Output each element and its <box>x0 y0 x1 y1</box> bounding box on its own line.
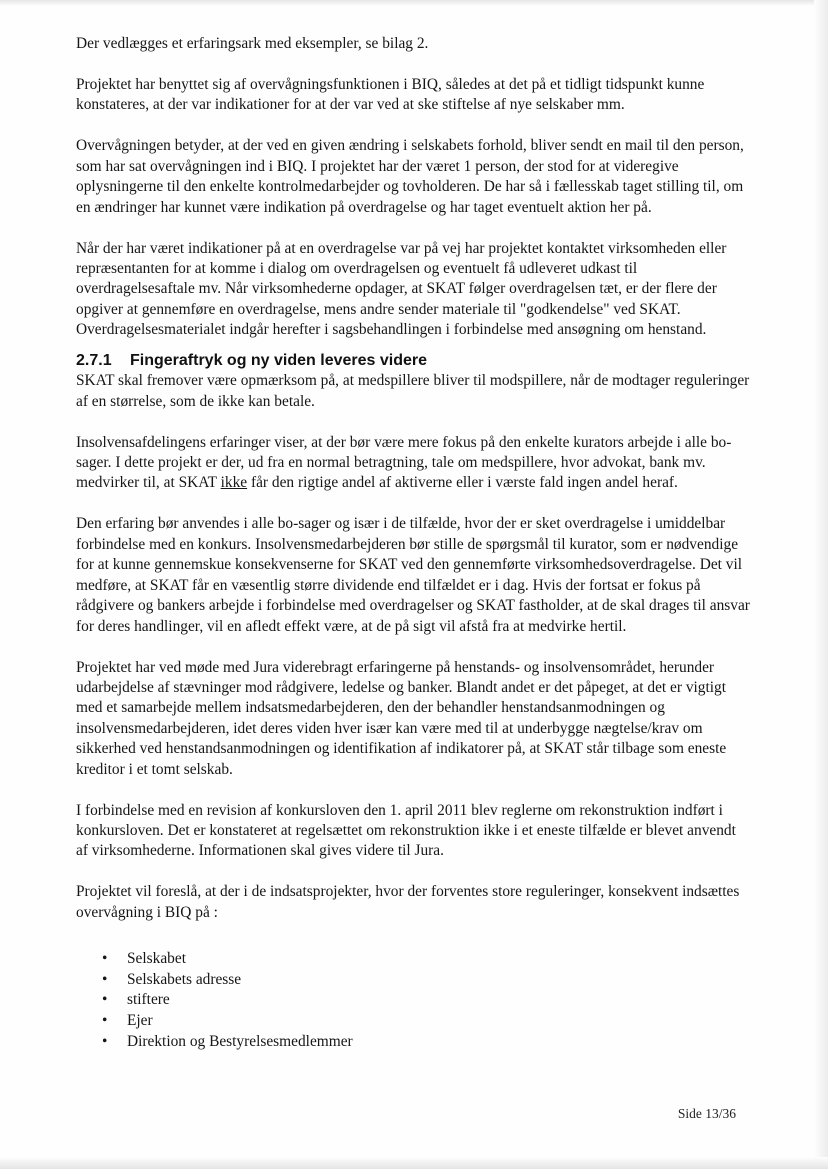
bullet-icon: • <box>102 950 108 968</box>
list-item <box>76 949 750 970</box>
paragraph-bankruptcy-act: I forbindelse med en revision af konkursloven den 1. april 2011 blev reglerne om rekonstruktion indført i konkursloven. Det er konstateret at regelsættet om rekonstruktion ikke i et eneste tilfælde er blevet anvendt af virksomhederne. Informationen skal gives videre til Jura. <box>76 801 736 860</box>
list-item-label: Direktion og Bestyrelsesmedlemmer <box>127 1032 353 1050</box>
list-item-label: stiftere <box>127 991 170 1009</box>
list-item-label: Ejer <box>127 1011 153 1029</box>
section-number: 2.7.1 <box>76 352 112 370</box>
list-item <box>76 1032 750 1053</box>
paragraph-proposal: Projektet vil foreslå, at der i de indsatsprojekter, hvor der forventes store reguleringer, konsekvent indsættes overvågning i BIQ på : <box>76 883 740 921</box>
section-title: Fingeraftryk og ny viden leveres videre <box>130 352 428 370</box>
bullet-icon: • <box>102 970 108 988</box>
paragraph-transfer-indications: Når der har været indikationer på at en overdragelse var på vej har projektet kontaktet virksomheden eller repræsentanten for at komme i dialog om overdragelsen og eventuelt få udleveret udkast til overdragelsesaftale mv. Når virksomhederne opdager, at SKAT følger overdragelsen tæt, er der flere der opgiver at gennemføre en overdragelse, mens andre sender materiale til "godkendelse" ved SKAT. Overdragelsesmaterialet indgår herefter i sagsbehandlingen i forbindelse med ansøgning om henstand. <box>76 239 727 339</box>
list-item-label: Selskabets adresse <box>127 970 242 988</box>
document-body <box>76 34 750 1052</box>
list-item-label: Selskabet <box>127 950 186 968</box>
page-number: Side 13/36 <box>677 1106 736 1121</box>
list-item <box>76 970 750 991</box>
page-right-edge <box>814 0 828 1169</box>
section-heading <box>76 351 750 371</box>
monitoring-list <box>76 949 750 1052</box>
page-bottom-edge <box>0 1157 828 1169</box>
paragraph-bankruptcy-cases: Den erfaring bør anvendes i alle bo-sager og især i de tilfælde, hvor der er sket overdragelse i umiddelbar forbindelse med en konkurs. Insolvensmedarbejderen bør stille de spørgsmål til kurator, som er nødvendige for at kunne gennemskue konsekvenserne for SKAT ved den gennemførte virksomhedsoverdragelse. Det vil medføre, at SKAT får en væsentlig større dividende end tilfældet er i dag. Hvis der fortsat er fokus på rådgivere og bankers arbejde i forbindelse med overdragelser og SKAT fastholder, at de skal drages til ansvar for deres handlinger, vil en afledt effekt være, at de på sigt vil afstå fra at medvirke hertil. <box>76 515 750 635</box>
list-item <box>76 1011 750 1032</box>
paragraph-insolvency-experience <box>76 433 750 494</box>
paragraph-counterparties: SKAT skal fremover være opmærksom på, at medspillere bliver til modspillere, når de modtager reguleringer af en størrelse, som de ikke kan betale. <box>76 372 750 410</box>
bullet-icon: • <box>102 1011 108 1029</box>
paragraph-jura-meeting: Projektet har ved møde med Jura viderebragt erfaringerne på henstands- og insolvensområdet, herunder udarbejdelse af stævninger mod rådgivere, ledelse og banker. Blandt andet er det påpeget, at det er vigtigt med et samarbejde mellem indsatsmedarbejderen, den der behandler henstandsanmodningen og insolvensmedarbejderen, idet deres viden hver især kan være med til at underbygge nægtelse/krav om sikkerhed ved henstandsanmodningen og identifikation af indikatorer på, at SKAT står tilbage som eneste kreditor i et tomt selskab. <box>76 658 727 778</box>
bullet-icon: • <box>102 991 108 1009</box>
page-top-edge <box>0 0 828 6</box>
paragraph-monitoring-explained: Overvågningen betyder, at der ved en given ændring i selskabets forhold, bliver sendt en mail til den person, som har sat overvågningen ind i BIQ. I projektet har der været 1 person, der stod for at videregive oplysningerne til den enkelte kontrolmedarbejder og tovholderen. De har så i fællesskab taget stilling til, om en ændringer har kunnet være indikation på overdragelse og har taget eventuelt aktion her på. <box>76 137 744 216</box>
underlined-word: ikke <box>220 474 248 492</box>
paragraph-attachment-note: Der vedlægges et erfaringsark med eksempler, se bilag 2. <box>76 35 429 52</box>
paragraph-insolvency-text-after: får den rigtige andel af aktiverne eller i værste fald ingen andel heraf. <box>247 474 678 492</box>
bullet-icon: • <box>102 1032 108 1050</box>
list-item <box>76 990 750 1011</box>
paragraph-insolvency-text-before: Insolvensafdelingens erfaringer viser, at der bør være mere fokus på den enkelte kurators arbejde i alle bo-sager. I dette projekt er der, ud fra en normal betragtning, tale om medspillere, hvor advokat, bank mv. medvirker til, at SKAT <box>76 433 732 492</box>
paragraph-biq-monitoring: Projektet har benyttet sig af overvågningsfunktionen i BIQ, således at det på et tidligt tidspunkt kunne konstateres, at der var indikationer for at der var ved at ske stiftelse af nye selskaber mm. <box>76 76 705 114</box>
